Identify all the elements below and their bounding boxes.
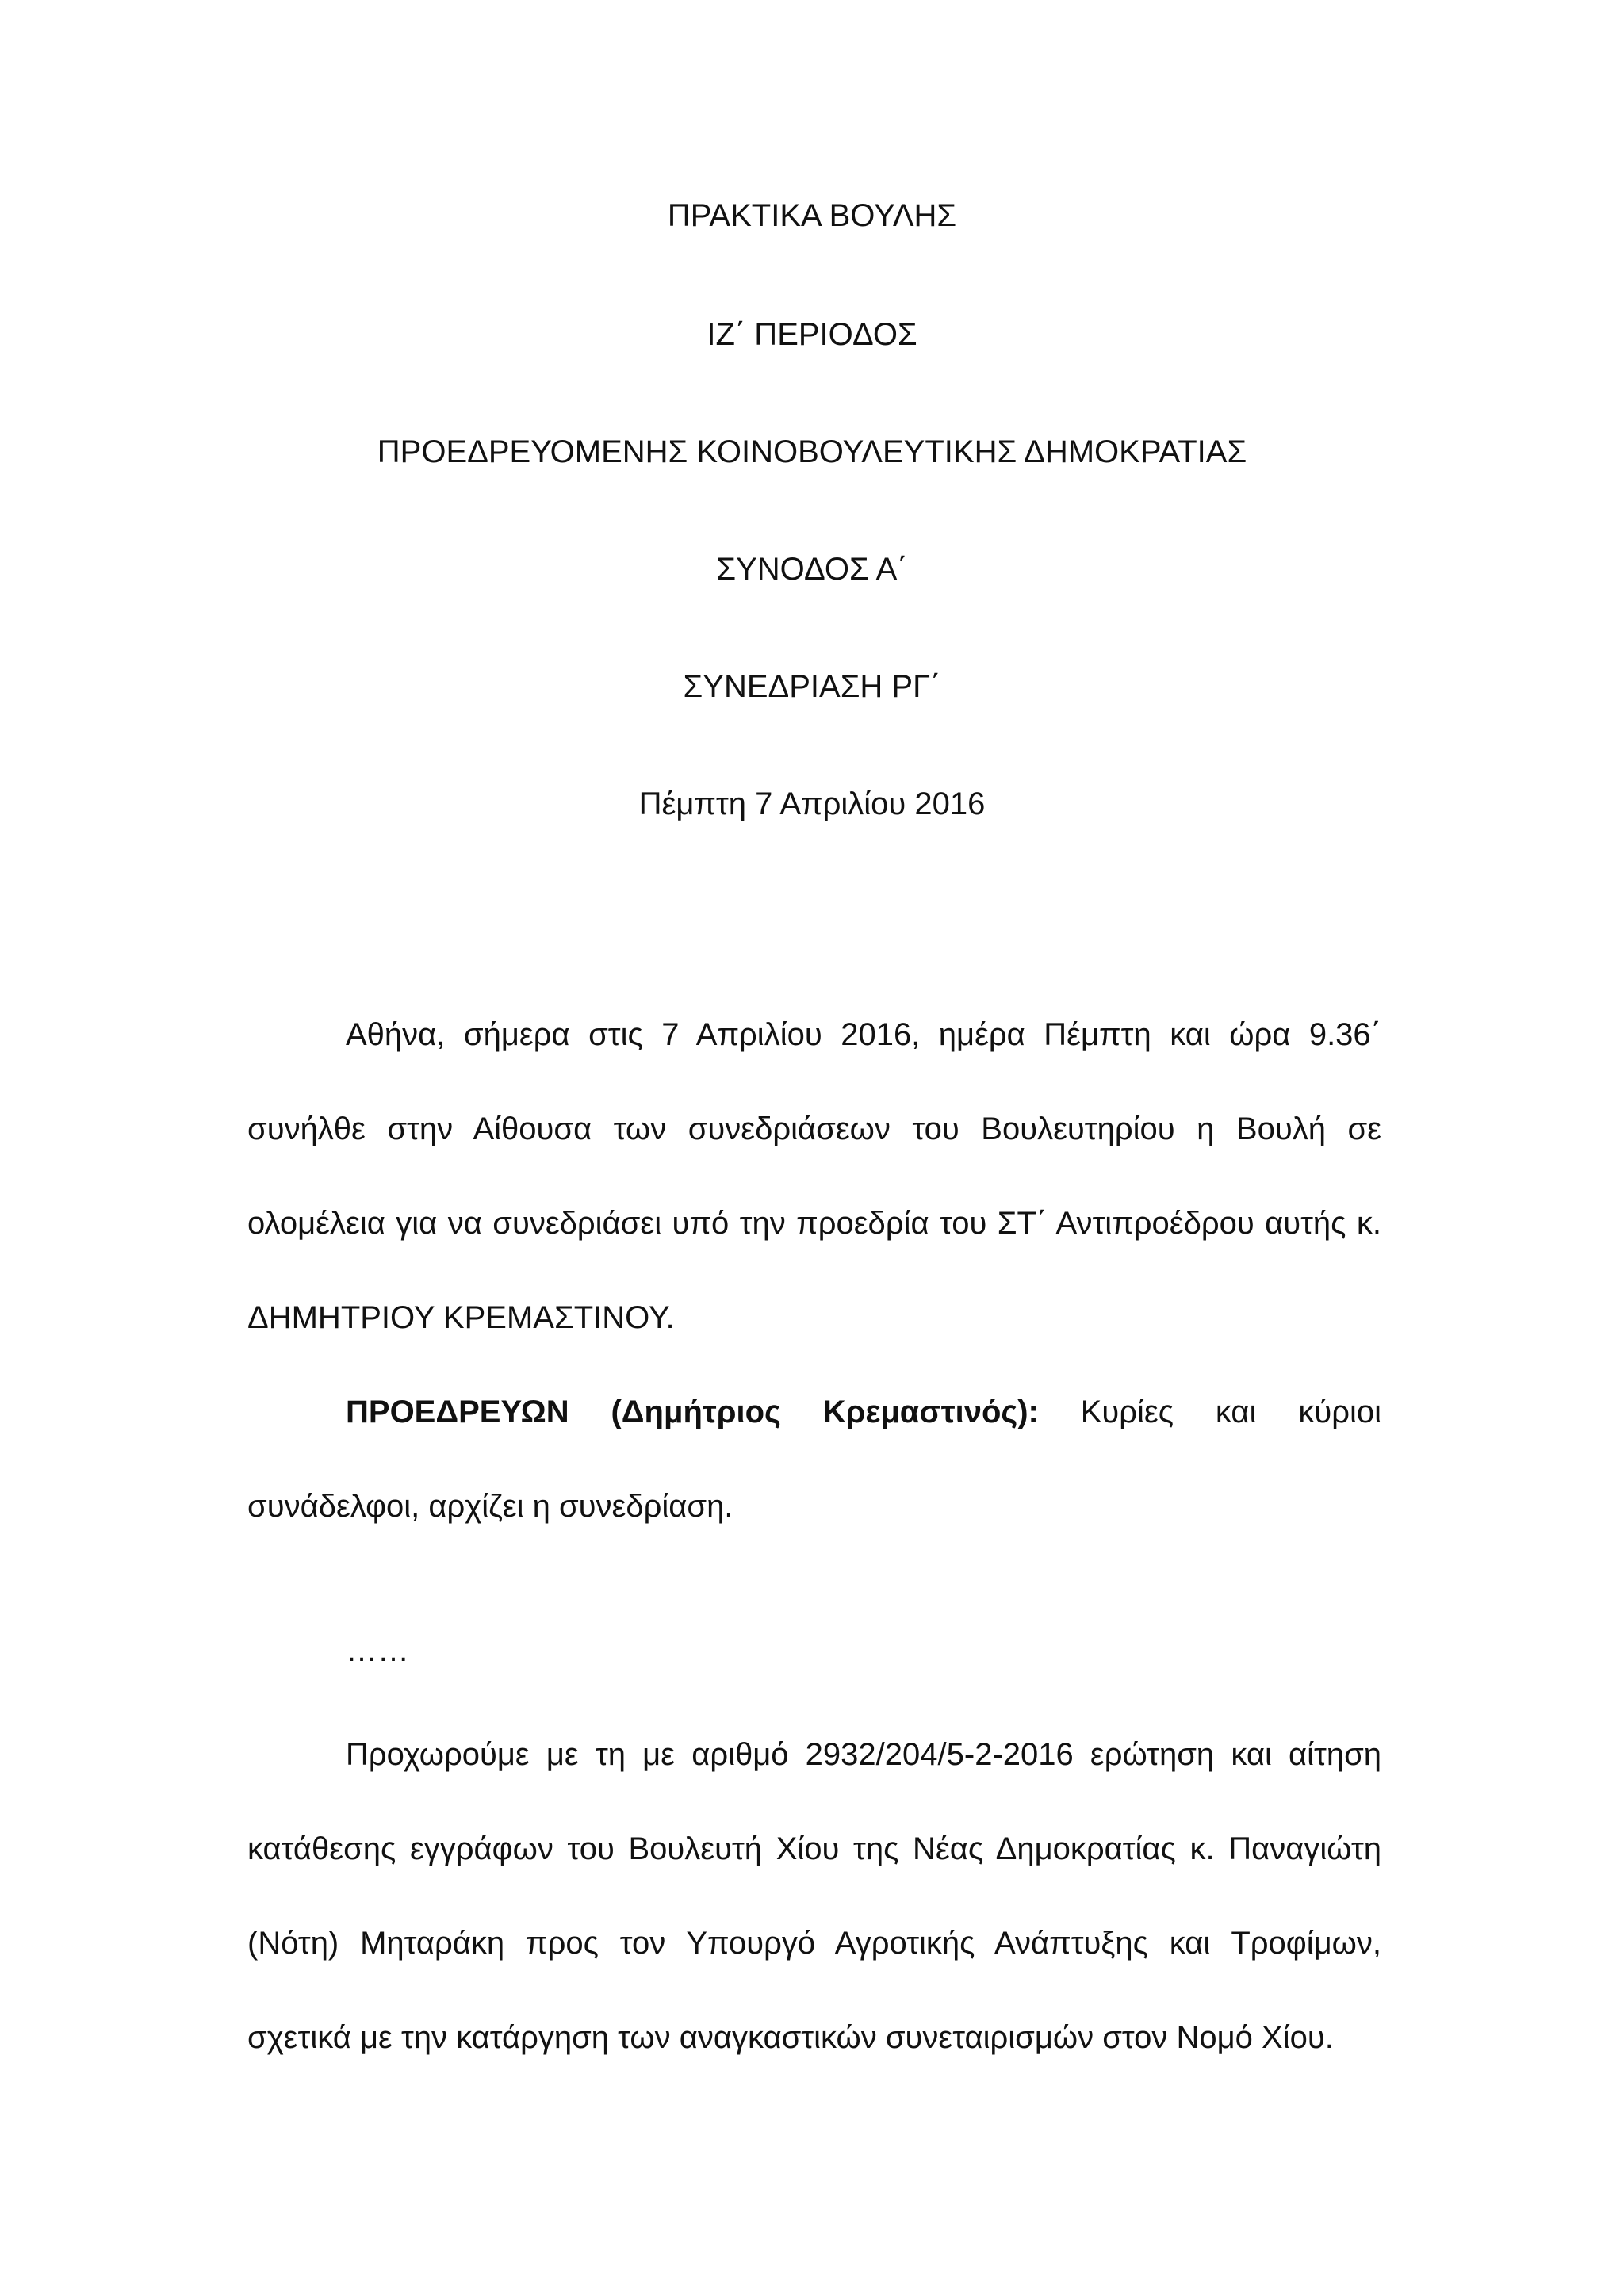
democracy-label: ΠΡΟΕΔΡΕΥΟΜΕΝΗΣ ΚΟΙΝΟΒΟΥΛΕΥΤΙΚΗΣ ΔΗΜΟΚΡΑΤΙΑΣ: [377, 434, 1247, 469]
speaker-label: ΠΡΟΕΔΡΕΥΩΝ (Δημήτριος Κρεμαστινός):: [346, 1395, 1039, 1429]
minutes-title: ΠΡΑΚΤΙΚΑ ΒΟΥΛΗΣ: [667, 198, 957, 233]
sitting-label: ΣΥΝΕΔΡΙΑΣΗ ΡΓ΄: [683, 669, 941, 704]
opening-paragraph: Αθήνα, σήμερα στις 7 Απριλίου 2016, ημέρα Πέμπτη και ώρα 9.36΄ συνήλθε στην Αίθουσα των συνεδριάσεων του Βουλευτηρίου η Βουλή σε ολομέλεια για να συνεδριάσει υπό την προεδρία του ΣΤ΄ Αντιπροέδρου αυτής κ. ΔΗΜΗΤΡΙΟΥ ΚΡΕΜΑΣΤΙΝΟΥ.: [247, 1017, 1381, 1335]
question-paragraph-block: [247, 1708, 1381, 2085]
period-label: ΙΖ΄ ΠΕΡΙΟΔΟΣ: [707, 317, 917, 352]
speaker-text: Κυρίες και κύριοι συνάδελφοι, αρχίζει η συνεδρίαση.: [247, 1395, 1381, 1524]
sitting-date: Πέμπτη 7 Απριλίου 2016: [638, 786, 986, 821]
speaker-paragraph: [247, 1365, 1381, 1554]
speaker-paragraph-block: [247, 1365, 1381, 1554]
omission-ellipsis: ……: [346, 1633, 409, 1668]
opening-paragraph-block: [247, 988, 1381, 1365]
question-paragraph: Προχωρούμε με τη με αριθμό 2932/204/5-2-2016 ερώτηση και αίτηση κατάθεσης εγγράφων του Βουλευτή Χίου της Νέας Δημοκρατίας κ. Παναγιώτη (Νότη) Μηταράκη προς τον Υπουργό Αγροτικής Ανάπτυξης και Τροφίμων, σχετικά με την κατάργηση των αναγκαστικών συνεταιρισμών στον Νομό Χίου.: [247, 1737, 1381, 2055]
session-series-label: ΣΥΝΟΔΟΣ Α΄: [716, 552, 908, 587]
